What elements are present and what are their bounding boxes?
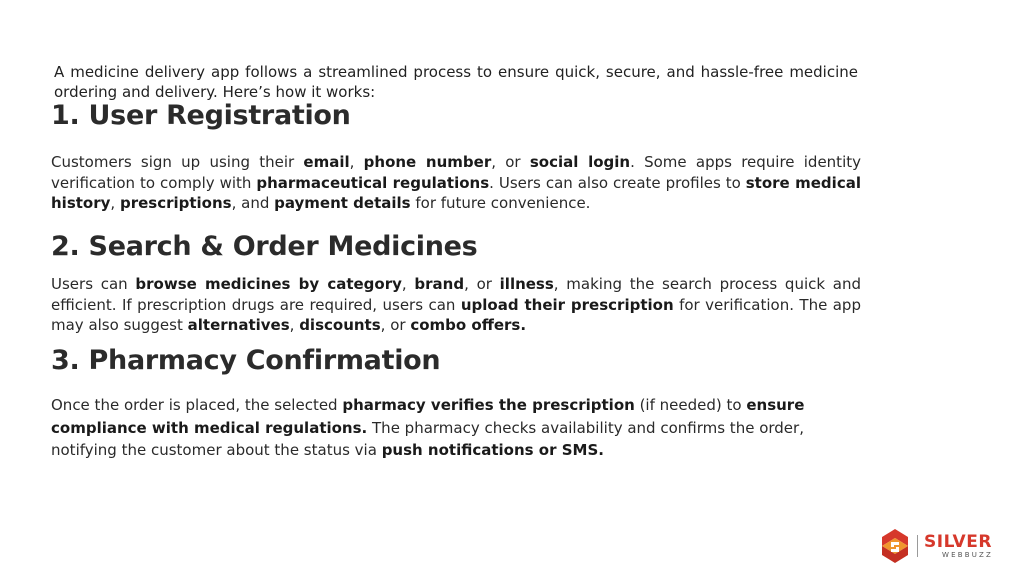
section-1-paragraph [51,152,861,214]
text-run: Customers sign up using their [51,153,304,171]
text-run: , [289,316,300,334]
bold-term: phone number [363,153,492,171]
bold-term: upload their prescription [460,295,674,314]
text-run: . Some apps require identity verification to comply with [51,153,861,192]
bold-term: email [303,153,350,171]
bold-term: social login [529,153,631,171]
text-run: . Users can also create profiles to [489,173,746,192]
section-1-heading: 1. User Registration [51,100,351,131]
bold-term: pharmaceutical regulations [256,173,490,192]
text-run: for future convenience. [410,194,591,212]
section-2-paragraph [51,274,861,336]
bold-term: store medical history [51,173,861,212]
text-run: The pharmacy checks availability and confirms the order, notifying the customer about the status via [51,418,804,459]
bold-term: pharmacy verifies the prescription [342,396,635,414]
bold-term: alternatives [187,316,290,334]
text-run: Users can [51,275,136,293]
bold-term: combo offers. [410,316,527,334]
bold-term: discounts [299,316,381,334]
text-run: , and [231,194,275,212]
logo-divider [917,535,918,557]
bold-term: browse medicines by category [135,275,402,293]
text-run: , or [380,316,411,334]
bold-term: prescriptions [119,194,232,212]
section-3-heading: 3. Pharmacy Confirmation [51,345,441,376]
text-run: Once the order is placed, the selected [51,396,343,414]
logo-name: SILVER [924,531,992,552]
bold-term: payment details [274,194,411,212]
bold-term: illness [499,275,554,293]
bold-term: push notifications or SMS. [381,441,604,459]
section-3-paragraph [51,394,851,462]
silver-webbuzz-logo [880,526,1010,566]
text-run: , or [491,153,530,171]
section-2-heading: 2. Search & Order Medicines [51,231,478,262]
text-run: , or [464,275,500,293]
text-run: , making the search process quick and efficient. If prescription drugs are required, users can [51,275,861,314]
logo-subname: WEBBUZZ [942,550,993,559]
text-run: (if needed) to [634,396,747,414]
logo-mark-icon [880,528,910,564]
bold-term: ensure compliance with medical regulations. [51,396,805,437]
text-run: , [349,153,364,171]
text-run: , [401,275,415,293]
text-run: for verification. The app may also suggest [51,295,861,334]
text-run: , [110,194,120,212]
bold-term: brand [414,275,465,293]
intro-paragraph: A medicine delivery app follows a streamlined process to ensure quick, secure, and hassle-free medicine ordering and delivery. Here’s how it works: [54,63,858,101]
